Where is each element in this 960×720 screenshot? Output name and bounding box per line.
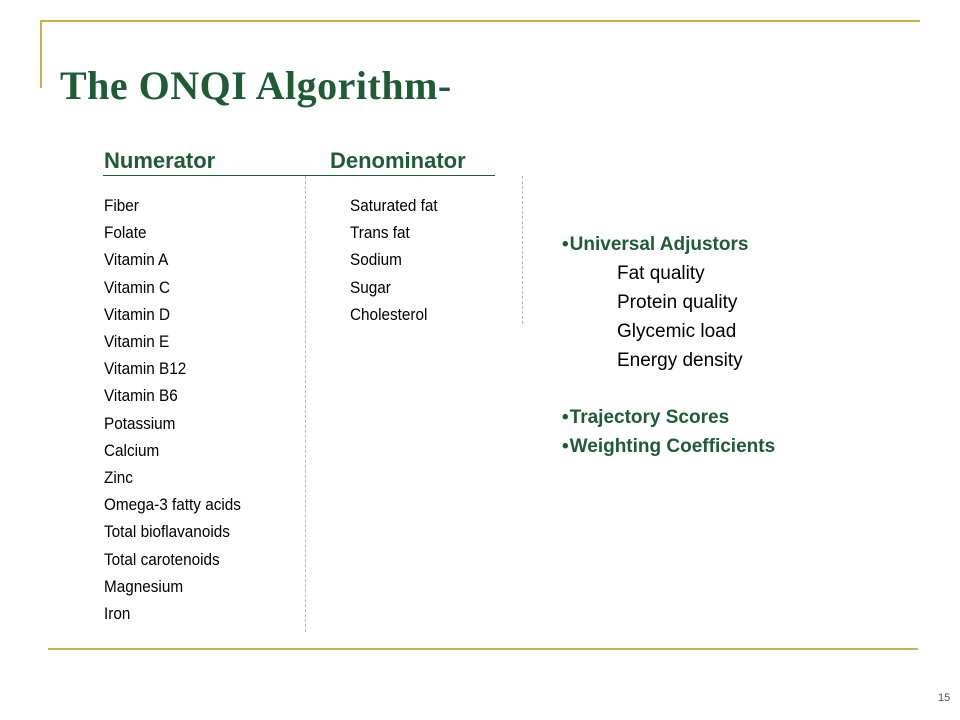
trajectory-scores-heading: • Trajectory Scores — [562, 403, 775, 432]
list-item: Folate — [104, 223, 147, 243]
list-item: Zinc — [104, 468, 133, 488]
list-item: Cholesterol — [350, 304, 428, 324]
list-item: Fiber — [104, 196, 139, 215]
list-item: Vitamin E — [104, 332, 170, 352]
list-item: Iron — [104, 604, 131, 624]
list-item: Trans fat — [350, 223, 410, 243]
spacer — [562, 375, 775, 403]
list-item: Vitamin D — [104, 304, 171, 324]
frame-top-line — [40, 20, 920, 22]
column-divider-1 — [305, 176, 306, 632]
column-divider-2 — [522, 176, 523, 324]
adjustor-item: Fat quality — [617, 263, 705, 284]
list-item: Saturated fat — [350, 196, 438, 215]
denominator-list — [350, 192, 438, 328]
numerator-list — [104, 192, 241, 627]
denominator-header: Denominator — [330, 148, 466, 173]
adjustor-item: Protein quality — [617, 292, 738, 313]
list-item: Omega-3 fatty acids — [104, 495, 241, 515]
header-underline — [103, 175, 495, 176]
list-item: Vitamin B12 — [104, 359, 187, 379]
list-item: Potassium — [104, 413, 176, 433]
list-item: Total bioflavanoids — [104, 522, 230, 542]
list-item: Calcium — [104, 440, 160, 460]
list-item: Vitamin A — [104, 250, 169, 270]
weighting-coefficients-heading: • Weighting Coefficients — [562, 432, 775, 461]
frame-bottom-line — [48, 648, 918, 650]
universal-adjustors-heading: • Universal Adjustors — [562, 230, 775, 259]
numerator-header: Numerator — [104, 148, 216, 173]
list-item: Vitamin B6 — [104, 386, 178, 406]
adjustor-item: Energy density — [617, 350, 743, 371]
adjustor-item: Glycemic load — [617, 321, 737, 342]
list-item: Sodium — [350, 250, 402, 270]
page-number: 15 — [938, 692, 951, 704]
list-item: Magnesium — [104, 576, 184, 596]
adjustors-section — [562, 230, 775, 461]
slide-title: The ONQI Algorithm- — [60, 63, 452, 108]
list-item: Total carotenoids — [104, 549, 220, 569]
list-item: Vitamin C — [104, 277, 171, 297]
list-item: Sugar — [350, 277, 391, 297]
frame-left-line — [40, 20, 42, 88]
